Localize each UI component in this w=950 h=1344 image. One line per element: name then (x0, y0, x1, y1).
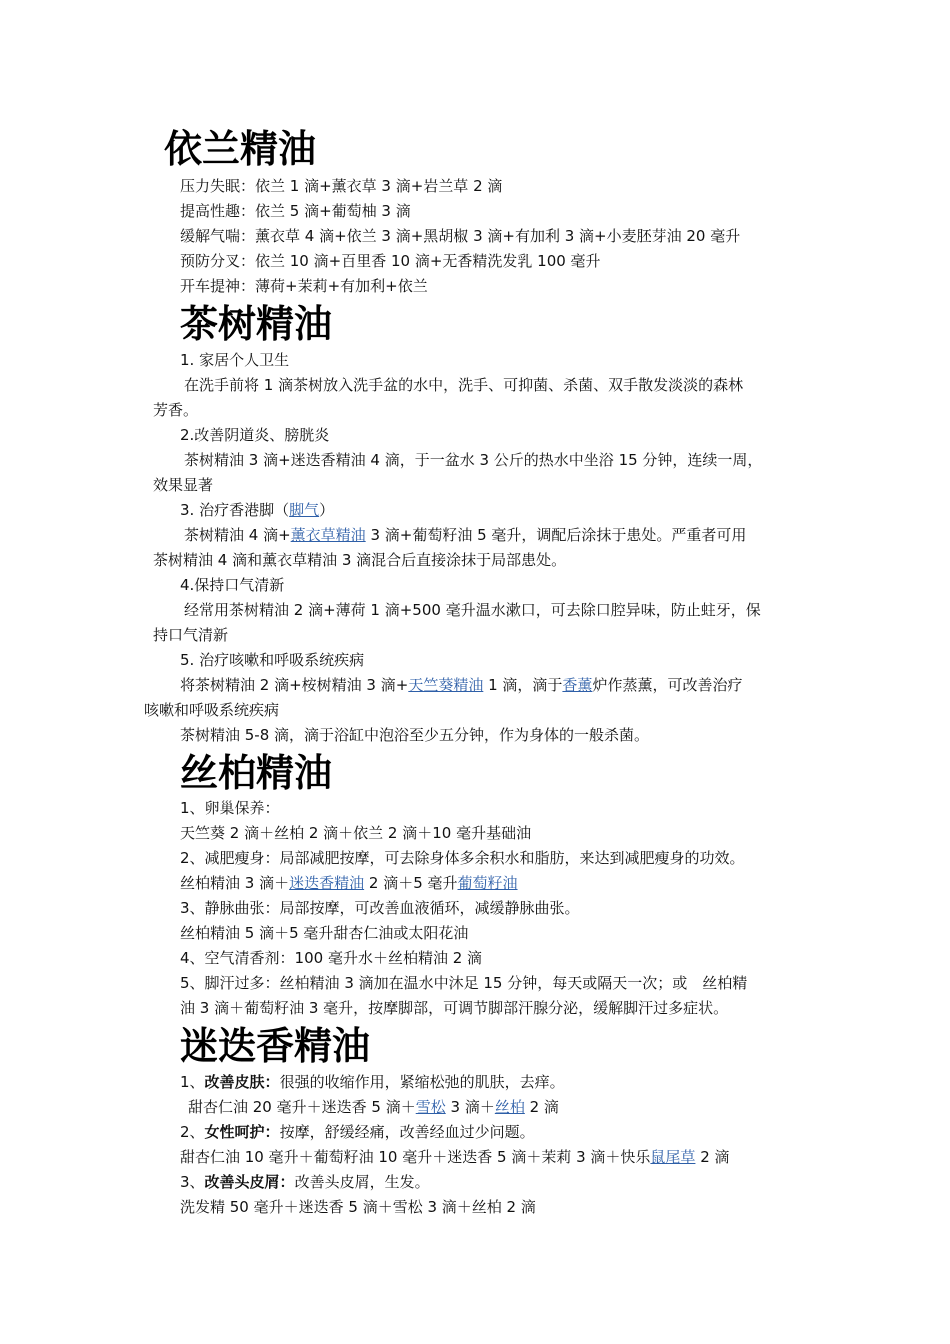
recipe-line: 缓解气喘：薰衣草 4 滴+依兰 3 滴+黑胡椒 3 滴+有加利 3 滴+小麦胚芽油 20 毫升 (180, 227, 741, 245)
paragraph-line: 经常用茶树精油 2 滴+薄荷 1 滴+500 毫升温水漱口，可去除口腔异味，防止蛀牙，保 (184, 601, 761, 619)
recipe-line: 预防分叉：依兰 10 滴+百里香 10 滴+无香精洗发乳 100 毫升 (180, 252, 601, 270)
numbered-heading: 3、静脉曲张：局部按摩，可改善血液循环，减缓静脉曲张。 (180, 899, 580, 917)
recipe-line (180, 873, 518, 893)
link-cypress[interactable]: 丝柏 (494, 1098, 525, 1116)
text: 3 滴+葡萄籽油 5 毫升，调配后涂抹于患处。严重者可用 (365, 526, 747, 544)
paragraph-line: 油 3 滴＋葡萄籽油 3 毫升，按摩脚部，可调节脚部汗腺分泌，缓解脚汗过多症状。 (180, 999, 729, 1017)
text: 甜杏仁油 20 毫升＋迷迭香 5 滴＋ (188, 1098, 416, 1116)
text: 2 滴 (695, 1148, 730, 1166)
numbered-heading (180, 1172, 430, 1192)
link-cedar[interactable]: 雪松 (415, 1098, 446, 1116)
numbered-heading: 2、减肥瘦身：局部减肥按摩，可去除身体多余积水和脂肪，来达到减肥瘦身的功效。 (180, 849, 745, 867)
bold-label: 改善头皮屑： (204, 1173, 295, 1191)
paragraph-line: 在洗手前将 1 滴茶树放入洗手盆的水中，洗手、可抑菌、杀菌、双手散发淡淡的森林 (184, 376, 744, 394)
paragraph-line: 芳香。 (153, 401, 199, 419)
text: 丝柏精油 3 滴＋ (180, 874, 290, 892)
numbered-heading (180, 1072, 565, 1092)
text: 1 滴，滴于 (483, 676, 563, 694)
paragraph-line: 持口气清新 (153, 626, 229, 644)
numbered-heading: 1、卵巢保养： (180, 799, 280, 817)
recipe-line: 压力失眠：依兰 1 滴+薰衣草 3 滴+岩兰草 2 滴 (180, 177, 503, 195)
link-clary-sage[interactable]: 鼠尾草 (650, 1148, 696, 1166)
numbered-heading: 5、脚汗过多：丝柏精油 3 滴加在温水中沐足 15 分钟，每天或隔天一次；或 丝柏精 (180, 974, 748, 992)
numbered-heading (180, 500, 334, 520)
numbered-heading (180, 1122, 535, 1142)
section-title-teatree: 茶树精油 (180, 302, 333, 346)
text: ） (319, 501, 335, 519)
numbered-heading: 2.改善阴道炎、膀胱炎 (180, 426, 330, 444)
text: 2、 (180, 1123, 205, 1141)
text: 改善头皮屑，生发。 (294, 1173, 430, 1191)
bold-label: 女性呵护： (204, 1123, 280, 1141)
text: 3. 治疗香港脚（ (180, 501, 290, 519)
paragraph-line: 咳嗽和呼吸系统疾病 (144, 701, 280, 719)
recipe-line: 天竺葵 2 滴＋丝柏 2 滴＋依兰 2 滴＋10 毫升基础油 (180, 824, 532, 842)
paragraph-line: 茶树精油 5-8 滴，滴于浴缸中泡浴至少五分钟，作为身体的一般杀菌。 (180, 726, 650, 744)
text: 茶树精油 4 滴+ (184, 526, 291, 544)
paragraph-line: 茶树精油 3 滴+迷迭香精油 4 滴，于一盆水 3 公斤的热水中坐浴 15 分钟，连续一周， (184, 451, 763, 469)
bold-label: 改善皮肤： (204, 1073, 280, 1091)
section-title-rosemary: 迷迭香精油 (180, 1024, 371, 1068)
numbered-heading: 1. 家居个人卫生 (180, 351, 290, 369)
section-title-cypress: 丝柏精油 (180, 751, 333, 795)
link-lavender-oil[interactable]: 薰衣草精油 (290, 526, 366, 544)
numbered-heading: 5. 治疗咳嗽和呼吸系统疾病 (180, 651, 365, 669)
link-geranium-oil[interactable]: 天竺葵精油 (408, 676, 484, 694)
text: 2 滴 (524, 1098, 559, 1116)
link-rosemary-oil[interactable]: 迷迭香精油 (289, 874, 365, 892)
recipe-line: 丝柏精油 5 滴＋5 毫升甜杏仁油或太阳花油 (180, 924, 469, 942)
text: 将茶树精油 2 滴+桉树精油 3 滴+ (180, 676, 409, 694)
paragraph-line (184, 525, 746, 545)
text: 1、 (180, 1073, 205, 1091)
text: 甜杏仁油 10 毫升＋葡萄籽油 10 毫升＋迷迭香 5 滴＋茉莉 3 滴＋快乐 (180, 1148, 651, 1166)
link-grapeseed-oil[interactable]: 葡萄籽油 (457, 874, 518, 892)
numbered-heading: 4.保持口气清新 (180, 576, 285, 594)
text: 3 滴＋ (445, 1098, 495, 1116)
numbered-heading: 4、空气清香剂：100 毫升水＋丝柏精油 2 滴 (180, 949, 483, 967)
recipe-line: 洗发精 50 毫升＋迷迭香 5 滴＋雪松 3 滴＋丝柏 2 滴 (180, 1198, 536, 1216)
text: 炉作蒸薰，可改善治疗 (592, 676, 743, 694)
text: 2 滴＋5 毫升 (364, 874, 458, 892)
recipe-line: 提高性趣：依兰 5 滴+葡萄柚 3 滴 (180, 202, 411, 220)
text: 按摩，舒缓经痛，改善经血过少问题。 (279, 1123, 535, 1141)
text: 3、 (180, 1173, 205, 1191)
paragraph-line: 效果显著 (153, 476, 214, 494)
paragraph-line (180, 675, 742, 695)
text: 很强的收缩作用，紧缩松弛的肌肤，去痒。 (279, 1073, 565, 1091)
section-title-ylang: 依兰精油 (164, 127, 317, 171)
paragraph-line: 茶树精油 4 滴和薰衣草精油 3 滴混合后直接涂抹于局部患处。 (153, 551, 567, 569)
recipe-line: 开车提神：薄荷+茉莉+有加利+依兰 (180, 277, 428, 295)
link-athletes-foot[interactable]: 脚气 (289, 501, 320, 519)
link-aroma[interactable]: 香薰 (562, 676, 593, 694)
recipe-line (188, 1097, 559, 1117)
recipe-line (180, 1147, 730, 1167)
